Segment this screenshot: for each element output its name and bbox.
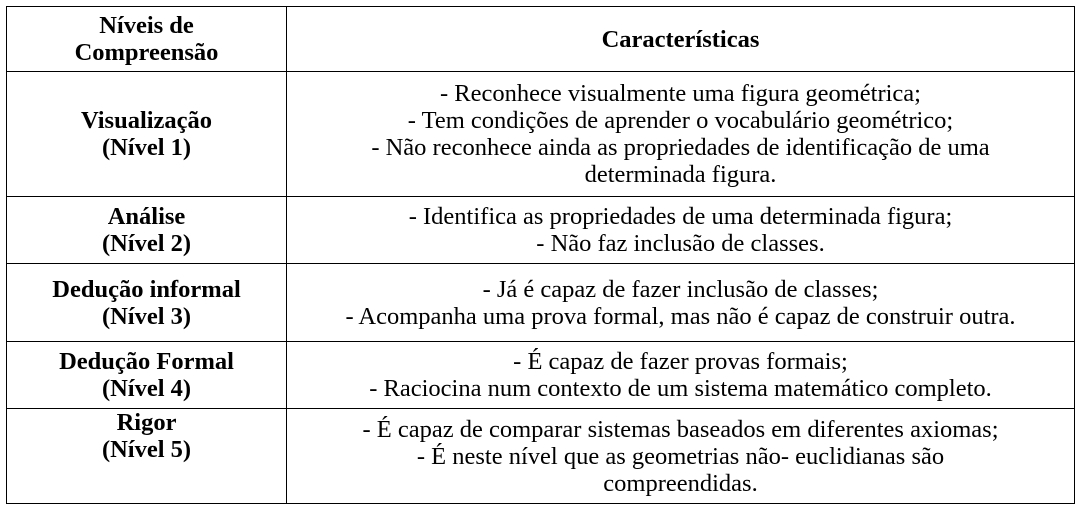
level-name: Análise [107, 203, 186, 230]
characteristic-line: - É capaz de fazer provas formais; [513, 348, 848, 375]
characteristic-line: - É capaz de comparar sistemas baseados em diferentes axiomas; [362, 415, 999, 443]
characteristics-cell [287, 264, 1075, 342]
characteristic-line: - Reconhece visualmente uma figura geométrica; [440, 80, 921, 107]
characteristic-line: - Tem condições de aprender o vocabulário geométrico; [407, 107, 954, 134]
characteristic-line: - Acompanha uma prova formal, mas não é capaz de construir outra. [345, 302, 1016, 330]
header-levels-line: Níveis de [99, 12, 194, 39]
level-name: Dedução informal [52, 275, 241, 303]
level-number: (Nível 4) [101, 375, 192, 402]
level-number: (Nível 5) [101, 436, 192, 463]
level-name: Dedução Formal [59, 348, 234, 375]
table-row [7, 264, 1075, 342]
header-characteristics [287, 7, 1075, 72]
characteristic-line: determinada figura. [584, 161, 777, 188]
van-hiele-levels-table [6, 6, 1075, 504]
table-row [7, 72, 1075, 197]
level-name: Rigor [116, 409, 177, 436]
level-cell [7, 409, 287, 504]
characteristic-line: - Não reconhece ainda as propriedades de identificação de uma [371, 134, 990, 161]
characteristic-line: - Raciocina num contexto de um sistema matemático completo. [369, 375, 992, 402]
characteristic-line: - Identifica as propriedades de uma determinada figura; [408, 203, 953, 230]
level-name: Visualização [80, 107, 213, 134]
header-row [7, 7, 1075, 72]
level-number: (Nível 3) [101, 302, 192, 330]
table-row [7, 342, 1075, 409]
level-cell [7, 197, 287, 264]
header-levels-line: Compreensão [74, 39, 219, 66]
level-cell [7, 342, 287, 409]
level-number: (Nível 1) [101, 134, 192, 161]
characteristics-cell [287, 197, 1075, 264]
header-characteristics-text: Características [601, 25, 760, 53]
table-row [7, 197, 1075, 264]
characteristics-cell [287, 409, 1075, 504]
header-levels [7, 7, 287, 72]
characteristic-line: - É neste nível que as geometrias não- euclidianas são [416, 442, 945, 470]
level-cell [7, 72, 287, 197]
characteristics-cell [287, 72, 1075, 197]
characteristic-line: compreendidas. [603, 469, 758, 497]
characteristic-line: - Já é capaz de fazer inclusão de classes; [482, 275, 879, 303]
table-row [7, 409, 1075, 504]
characteristic-line: - Não faz inclusão de classes. [536, 230, 825, 257]
level-number: (Nível 2) [101, 230, 192, 257]
level-cell [7, 264, 287, 342]
characteristics-cell [287, 342, 1075, 409]
